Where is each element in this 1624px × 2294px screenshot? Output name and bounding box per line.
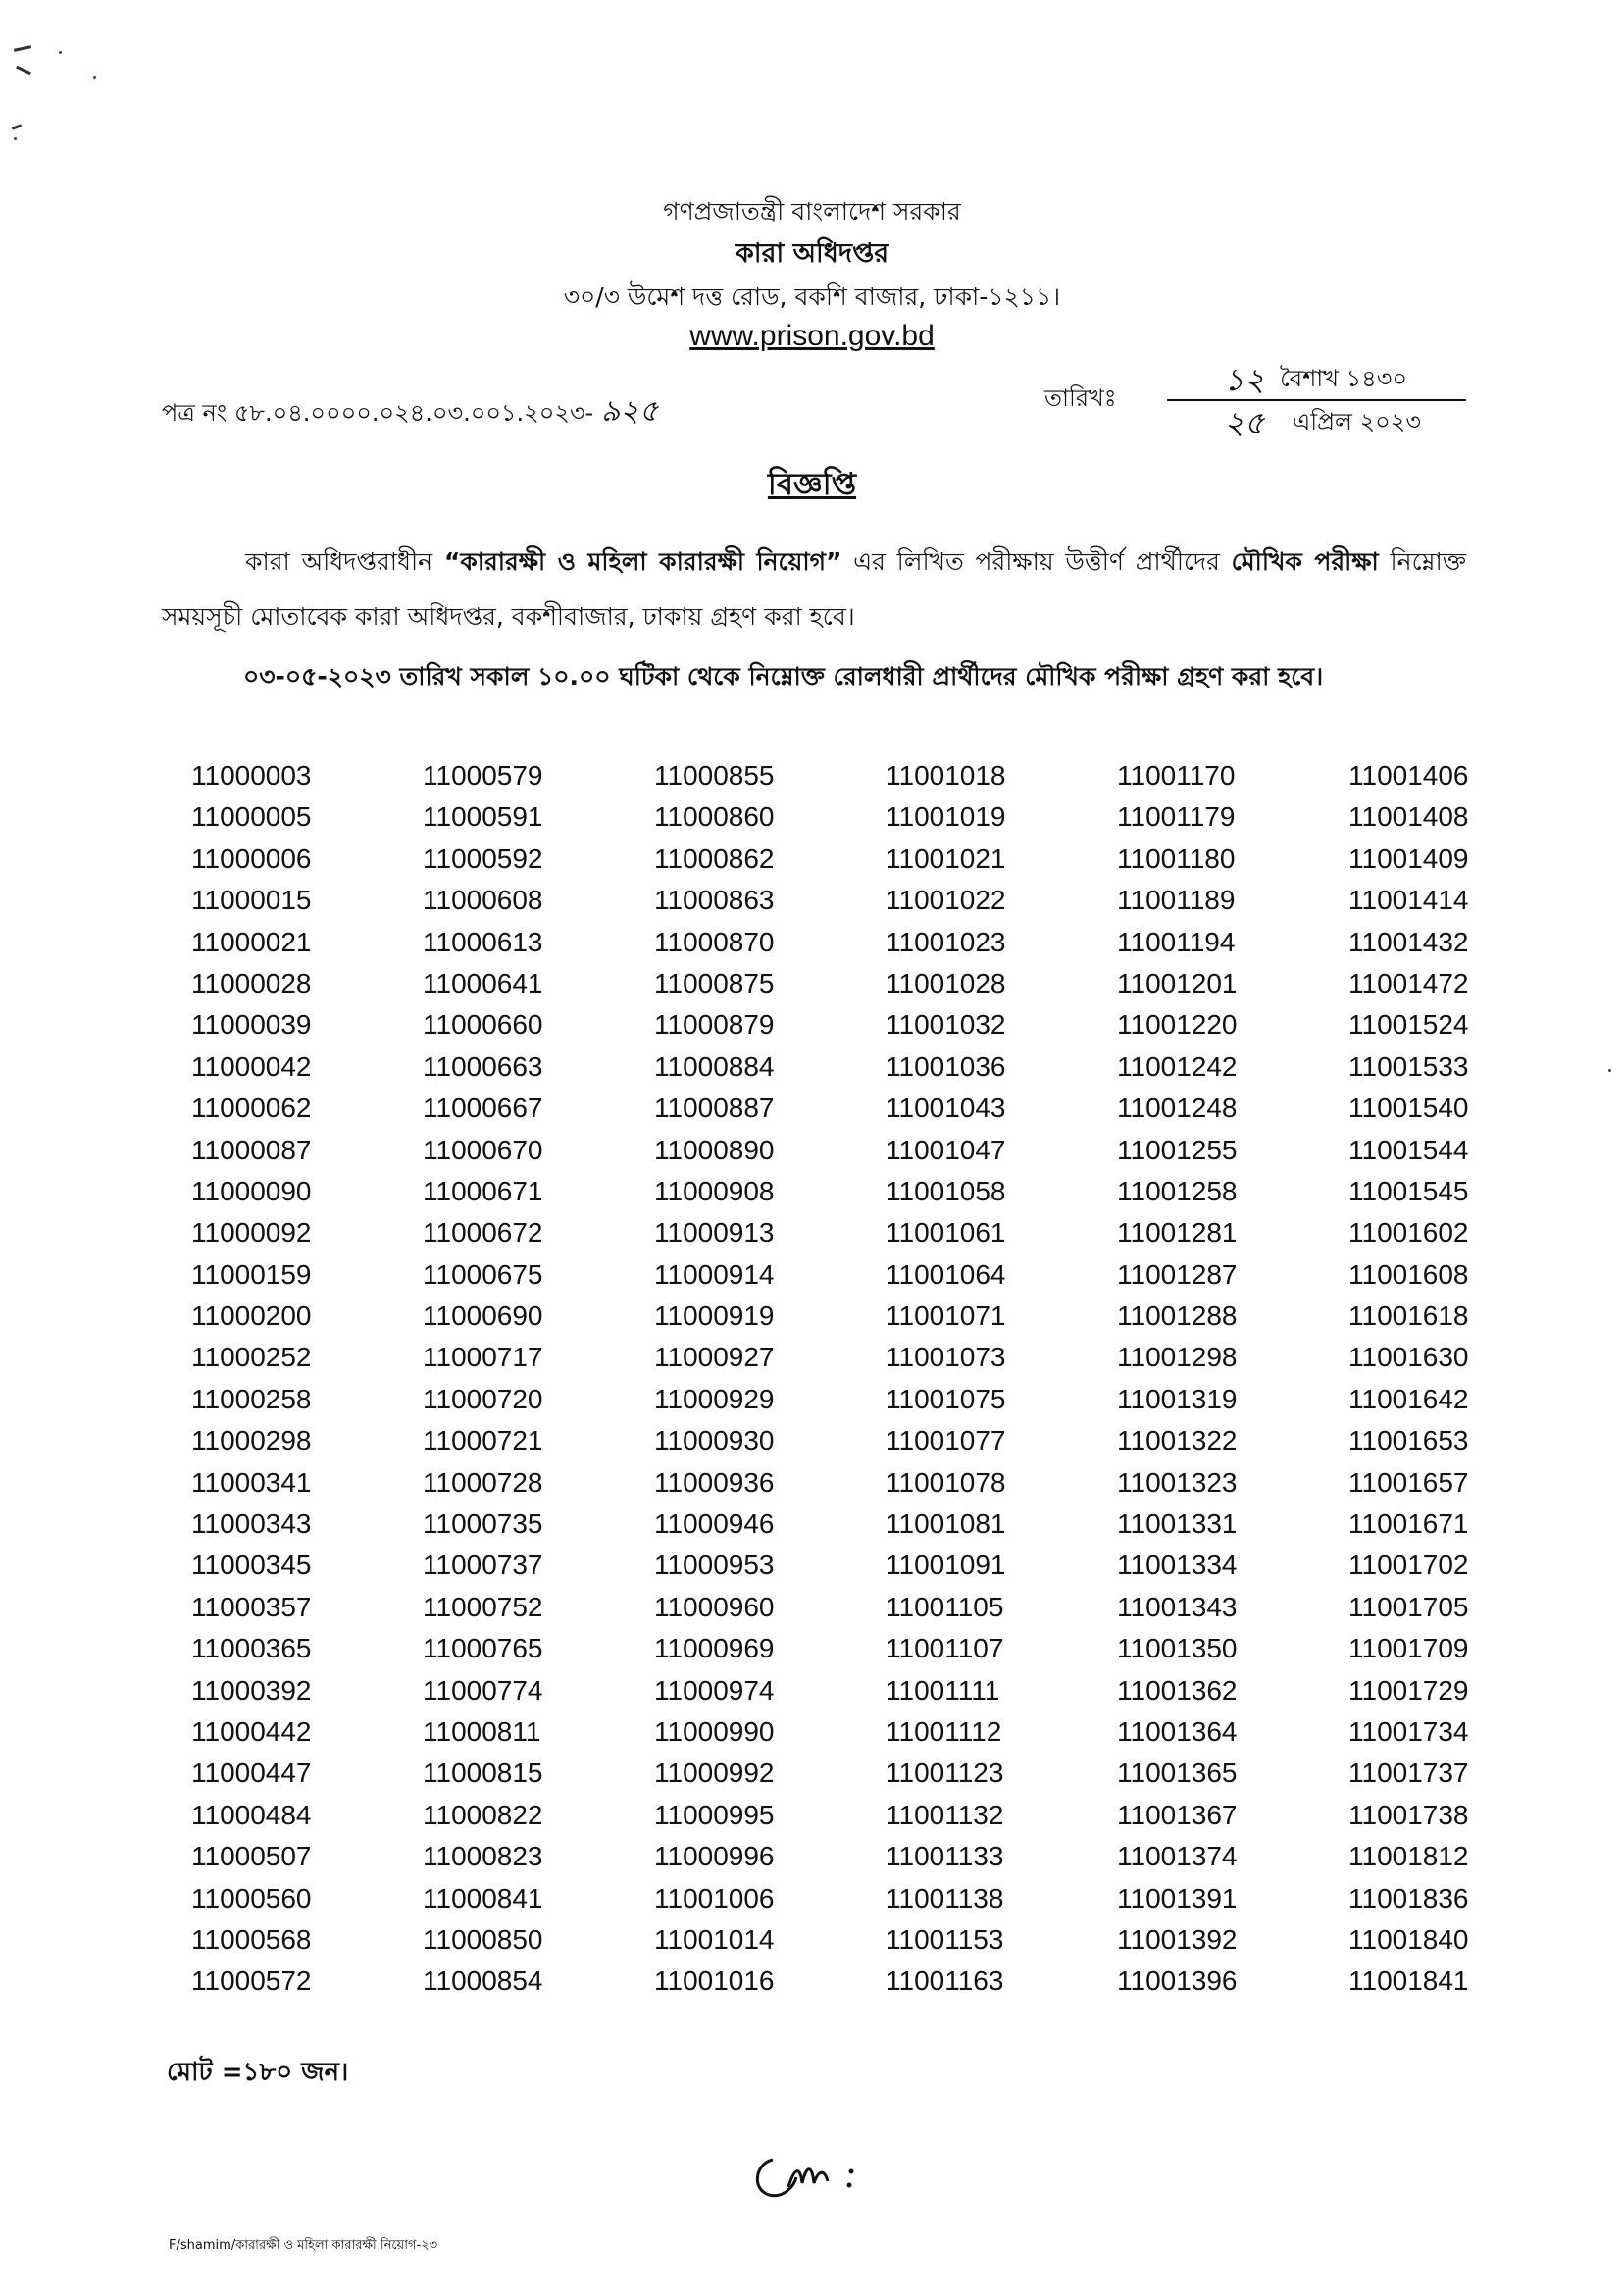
roll-number-cell: 11001201 [1117, 967, 1238, 998]
roll-number-cell: 11001322 [1117, 1425, 1238, 1456]
roll-number-cell: 11000721 [423, 1425, 543, 1456]
roll-number-cell: 11001170 [1117, 760, 1236, 790]
para-bold-recruitment: “কারারক্ষী ও মহিলা কারারক্ষী নিয়োগ” [443, 547, 842, 576]
roll-number-cell: 11000667 [423, 1093, 543, 1124]
roll-number-cell: 11000671 [423, 1175, 543, 1206]
roll-number-cell: 11000568 [191, 1923, 312, 1955]
roll-number-cell: 11000660 [423, 1009, 543, 1041]
total-count: মোট =১৮০ জন। [167, 2058, 349, 2087]
roll-number-cell: 11000200 [191, 1300, 312, 1332]
roll-number-cell: 11000946 [654, 1508, 775, 1540]
roll-number-cell: 11000841 [423, 1882, 543, 1913]
roll-number-cell: 11000507 [191, 1841, 312, 1872]
roll-number-cell: 11001545 [1348, 1175, 1469, 1206]
roll-number-cell: 11000608 [423, 885, 543, 916]
roll-number-cell: 11001653 [1348, 1425, 1469, 1456]
scan-artifact [12, 124, 22, 129]
roll-number-cell: 11000992 [654, 1758, 775, 1789]
roll-number-cell: 11001107 [886, 1633, 1004, 1664]
roll-number-cell: 11001023 [886, 926, 1006, 957]
roll-number-cell: 11001028 [886, 967, 1006, 998]
roll-number-cell: 11000015 [191, 885, 312, 916]
roll-number-cell: 11000062 [191, 1093, 312, 1124]
roll-number-cell: 11001709 [1348, 1633, 1469, 1664]
roll-number-cell: 11001016 [654, 1965, 775, 1997]
roll-number-cell: 11000887 [654, 1093, 775, 1124]
roll-number-cell: 11000675 [423, 1258, 543, 1290]
roll-number-cell: 11000484 [191, 1799, 312, 1830]
memo-number [162, 387, 658, 437]
roll-number-cell: 11000919 [654, 1300, 775, 1332]
roll-number-cell: 11001061 [886, 1217, 1006, 1249]
schedule-line: ০৩-০৫-২০২৩ তারিখ সকাল ১০.০০ ঘটিকা থেকে নিম্নোক্ত রোলধারী প্রার্থীদের মৌখিক পরীক্ষা গ্রহণ করা হবে। [243, 662, 1324, 690]
roll-number-cell: 11001544 [1348, 1134, 1469, 1165]
roll-number-cell: 11000728 [423, 1466, 543, 1498]
roll-number-cell: 11000929 [654, 1383, 775, 1414]
roll-number-cell: 11000850 [423, 1923, 543, 1955]
roll-number-cell: 11000890 [654, 1134, 775, 1165]
roll-number-cell: 11000823 [423, 1841, 543, 1872]
roll-number-cell: 11001105 [886, 1591, 1004, 1622]
roll-number-cell: 11001075 [886, 1383, 1006, 1414]
roll-number-cell: 11001091 [886, 1550, 1006, 1581]
roll-number-cell: 11001618 [1348, 1300, 1469, 1332]
roll-number-cell: 11000863 [654, 885, 775, 916]
date-bangla-day: ১২ [1224, 361, 1265, 398]
roll-number-cell: 11001533 [1348, 1050, 1469, 1082]
roll-column [1348, 755, 1545, 2003]
roll-number-cell: 11000974 [654, 1674, 775, 1706]
roll-number-cell: 11000159 [191, 1258, 312, 1290]
roll-number-cell: 11001334 [1117, 1550, 1238, 1581]
roll-number-cell: 11001298 [1117, 1342, 1238, 1373]
roll-number-cell: 11000860 [654, 801, 775, 833]
roll-number-cell: 11000936 [654, 1466, 775, 1498]
roll-number-cell: 11000737 [423, 1550, 543, 1581]
roll-number-cell: 11001702 [1348, 1550, 1469, 1581]
signature [745, 2138, 883, 2211]
roll-number-cell: 11001242 [1117, 1050, 1238, 1082]
roll-number-cell: 11000087 [191, 1134, 312, 1165]
notice-title: বিজ্ঞপ্তি [767, 467, 857, 502]
roll-number-cell: 11000908 [654, 1175, 775, 1206]
para-text-1: কারা অধিদপ্তরাধীন [245, 547, 444, 576]
roll-number-cell: 11001540 [1348, 1093, 1469, 1124]
roll-number-cell: 11001602 [1348, 1217, 1469, 1249]
roll-number-cell: 11001343 [1117, 1591, 1238, 1622]
roll-number-cell: 11001112 [886, 1715, 1002, 1747]
date-label: তারিখঃ [1044, 384, 1117, 412]
roll-number-cell: 11000090 [191, 1175, 312, 1206]
para-text-3: নিম্নোক্ত সময়সূচী মোতাবেক কারা অধিদপ্তর, বকশীবাজার, ঢাকায় গ্রহণ করা হবে। [162, 547, 1466, 631]
roll-number-cell: 11001642 [1348, 1383, 1469, 1414]
roll-number-cell: 11000990 [654, 1715, 775, 1747]
roll-number-cell: 11000690 [423, 1300, 543, 1332]
roll-number-cell: 11001396 [1117, 1965, 1238, 1997]
roll-number-cell: 11000855 [654, 760, 775, 790]
roll-number-cell: 11001078 [886, 1466, 1006, 1498]
roll-number-cell: 11001408 [1348, 801, 1469, 833]
roll-number-cell: 11000717 [423, 1342, 543, 1373]
roll-number-cell: 11001409 [1348, 842, 1469, 874]
para-bold-viva: মৌখিক পরীক্ষা [1231, 547, 1379, 576]
roll-number-cell: 11000028 [191, 967, 312, 998]
roll-number-cell: 11000752 [423, 1591, 543, 1622]
roll-column [423, 755, 619, 2003]
roll-number-cell: 11001362 [1117, 1674, 1238, 1706]
roll-number-cell: 11001138 [886, 1882, 1004, 1913]
roll-number-cell: 11000641 [423, 967, 543, 998]
roll-number-cell: 11001153 [886, 1923, 1004, 1955]
memo-handwritten-suffix: ৯২৫ [600, 394, 659, 429]
roll-number-cell: 11000815 [423, 1758, 543, 1789]
roll-number-cell: 11001064 [886, 1258, 1006, 1290]
roll-number-cell: 11001047 [886, 1134, 1006, 1165]
date-english [1167, 398, 1466, 441]
roll-number-cell: 11001414 [1348, 885, 1469, 916]
roll-number-cell: 11000343 [191, 1508, 312, 1540]
roll-number-cell: 11001734 [1348, 1715, 1469, 1747]
roll-number-cell: 11001406 [1348, 760, 1469, 790]
roll-number-cell: 11000442 [191, 1715, 312, 1747]
roll-number-cell: 11000341 [191, 1466, 312, 1498]
roll-number-cell: 11000005 [191, 801, 312, 833]
roll-number-cell: 11000953 [654, 1550, 775, 1581]
roll-number-cell: 11000822 [423, 1799, 543, 1830]
roll-number-cell: 11000591 [423, 801, 543, 833]
roll-number-cell: 11001248 [1117, 1093, 1238, 1124]
roll-number-cell: 11001255 [1117, 1134, 1238, 1165]
roll-number-cell: 11000927 [654, 1342, 775, 1373]
roll-column [191, 755, 387, 2003]
roll-number-cell: 11000252 [191, 1342, 312, 1373]
roll-number-cell: 11001194 [1117, 926, 1236, 957]
roll-number-cell: 11001036 [886, 1050, 1006, 1082]
roll-number-cell: 11001323 [1117, 1466, 1238, 1498]
roll-number-cell: 11000670 [423, 1134, 543, 1165]
memo-prefix: পত্র নং ৫৮.০৪.০০০০.০২৪.০৩.০০১.২০২৩- [162, 399, 601, 427]
roll-number-cell: 11000357 [191, 1591, 312, 1622]
roll-number-cell: 11001331 [1117, 1508, 1238, 1540]
roll-number-cell: 11000392 [191, 1674, 312, 1706]
roll-number-cell: 11001288 [1117, 1300, 1238, 1332]
roll-number-cell: 11001073 [886, 1342, 1006, 1373]
roll-number-cell: 11001071 [886, 1300, 1006, 1332]
roll-number-cell: 11000579 [423, 760, 543, 790]
roll-number-cell: 11001163 [886, 1965, 1004, 1997]
roll-number-cell: 11001123 [886, 1758, 1004, 1789]
roll-number-cell: 11000930 [654, 1425, 775, 1456]
roll-column [1117, 755, 1313, 2003]
roll-number-cell: 11001133 [886, 1841, 1004, 1872]
scan-artifact [14, 137, 17, 140]
roll-number-cell: 11000613 [423, 926, 543, 957]
roll-number-cell: 11001018 [886, 760, 1006, 790]
roll-number-cell: 11000995 [654, 1799, 775, 1830]
roll-number-cell: 11001043 [886, 1093, 1006, 1124]
roll-number-cell: 11001840 [1348, 1923, 1469, 1955]
roll-column [654, 755, 850, 2003]
roll-number-cell: 11000092 [191, 1217, 312, 1249]
roll-number-cell: 11001671 [1348, 1508, 1469, 1540]
roll-number-cell: 11001365 [1117, 1758, 1238, 1789]
roll-number-cell: 11000039 [191, 1009, 312, 1041]
roll-number-cell: 11001077 [886, 1425, 1006, 1456]
roll-number-cell: 11001258 [1117, 1175, 1238, 1206]
roll-number-cell: 11001729 [1348, 1674, 1469, 1706]
scan-artifact [93, 76, 96, 79]
roll-number-cell: 11001836 [1348, 1882, 1469, 1913]
roll-number-cell: 11000298 [191, 1425, 312, 1456]
roll-number-cell: 11000960 [654, 1591, 775, 1622]
roll-number-cell: 11001524 [1348, 1009, 1469, 1041]
roll-number-cell: 11001081 [886, 1508, 1006, 1540]
roll-number-cell: 11000345 [191, 1550, 312, 1581]
roll-number-cell: 11001058 [886, 1175, 1006, 1206]
roll-number-cell: 11001812 [1348, 1841, 1469, 1872]
roll-number-cell: 11001019 [886, 801, 1006, 833]
roll-number-cell: 11000811 [423, 1715, 541, 1747]
scan-artifact [14, 45, 31, 52]
roll-number-cell: 11000447 [191, 1758, 312, 1789]
roll-number-cell: 11000021 [191, 926, 312, 957]
roll-number-cell: 11001472 [1348, 967, 1469, 998]
header-organization: কারা অধিদপ্তর [735, 238, 889, 269]
roll-number-cell: 11000914 [654, 1258, 775, 1290]
scan-artifact [16, 66, 31, 75]
roll-number-cell: 11001032 [886, 1009, 1006, 1041]
roll-number-cell: 11001022 [886, 885, 1006, 916]
roll-number-cell: 11001738 [1348, 1799, 1469, 1830]
roll-number-cell: 11001432 [1348, 926, 1469, 957]
roll-number-cell: 11001392 [1117, 1923, 1238, 1955]
roll-number-cell: 11000720 [423, 1383, 543, 1414]
roll-number-cell: 11001281 [1117, 1217, 1238, 1249]
roll-number-cell: 11001319 [1117, 1383, 1238, 1414]
roll-number-cell: 11000365 [191, 1633, 312, 1664]
roll-number-cell: 11000884 [654, 1050, 775, 1082]
roll-number-cell: 11000572 [191, 1965, 312, 1997]
roll-number-cell: 11001189 [1117, 885, 1236, 916]
roll-number-cell: 11001841 [1348, 1965, 1469, 1997]
roll-number-cell: 11000870 [654, 926, 775, 957]
roll-number-cell: 11001350 [1117, 1633, 1238, 1664]
scan-artifact [1608, 1069, 1611, 1072]
date-bangla [1167, 355, 1466, 398]
roll-number-cell: 11000996 [654, 1841, 775, 1872]
roll-number-cell: 11001179 [1117, 801, 1236, 833]
para-text-2: এর লিখিত পরীক্ষায় উত্তীর্ণ প্রার্থীদের [841, 547, 1232, 576]
roll-number-cell: 11000560 [191, 1882, 312, 1913]
footer-file-reference: F/shamim/কারারক্ষী ও মহিলা কারারক্ষী নিয়োগ-২৩ [169, 2238, 438, 2253]
roll-number-cell: 11000969 [654, 1633, 775, 1664]
notice-paragraph [162, 535, 1466, 644]
roll-number-cell: 11001374 [1117, 1841, 1238, 1872]
header-government: গণপ্রজাতন্ত্রী বাংলাদেশ সরকার [663, 197, 961, 226]
roll-number-cell: 11001737 [1348, 1758, 1469, 1789]
roll-number-cell: 11001630 [1348, 1342, 1469, 1373]
roll-number-cell: 11000672 [423, 1217, 543, 1249]
date-bangla-rest: বৈশাখ ১৪৩০ [1280, 365, 1407, 392]
roll-number-cell: 11000879 [654, 1009, 775, 1041]
roll-number-cell: 11000854 [423, 1965, 543, 1997]
roll-number-cell: 11001608 [1348, 1258, 1469, 1290]
header-website-link[interactable]: www.prison.gov.bd [689, 320, 935, 352]
roll-number-cell: 11000042 [191, 1050, 312, 1082]
roll-number-cell: 11000592 [423, 842, 543, 874]
roll-number-cell: 11000765 [423, 1633, 543, 1664]
roll-number-cell: 11001132 [886, 1799, 1004, 1830]
date-block [1167, 355, 1466, 441]
roll-number-cell: 11001021 [886, 842, 1006, 874]
scan-artifact [59, 51, 62, 54]
roll-number-cell: 11000003 [191, 760, 312, 790]
roll-number-cell: 11001705 [1348, 1591, 1469, 1622]
roll-number-cell: 11001006 [654, 1882, 775, 1913]
header-address: ৩০/৩ উমেশ দত্ত রোড, বকশি বাজার, ঢাকা-১২১১। [563, 282, 1061, 311]
roll-number-cell: 11000774 [423, 1674, 543, 1706]
roll-number-cell: 11000875 [654, 967, 775, 998]
date-english-day: ২৫ [1224, 404, 1265, 441]
roll-number-cell: 11001657 [1348, 1466, 1469, 1498]
roll-number-cell: 11000006 [191, 842, 312, 874]
roll-number-cell: 11000862 [654, 842, 775, 874]
roll-number-cell: 11001367 [1117, 1799, 1238, 1830]
date-english-rest: এপ্রিল ২০২৩ [1293, 408, 1421, 435]
roll-number-cell: 11001220 [1117, 1009, 1238, 1041]
roll-number-cell: 11000735 [423, 1508, 543, 1540]
roll-number-cell: 11001180 [1117, 842, 1236, 874]
roll-number-cell: 11000913 [654, 1217, 775, 1249]
roll-number-cell: 11001391 [1117, 1882, 1238, 1913]
roll-number-cell: 11001111 [886, 1674, 1000, 1706]
roll-number-cell: 11001287 [1117, 1258, 1238, 1290]
roll-number-cell: 11001364 [1117, 1715, 1238, 1747]
roll-column [886, 755, 1082, 2003]
roll-number-cell: 11000663 [423, 1050, 543, 1082]
roll-number-cell: 11001014 [654, 1923, 775, 1955]
roll-number-cell: 11000258 [191, 1383, 312, 1414]
